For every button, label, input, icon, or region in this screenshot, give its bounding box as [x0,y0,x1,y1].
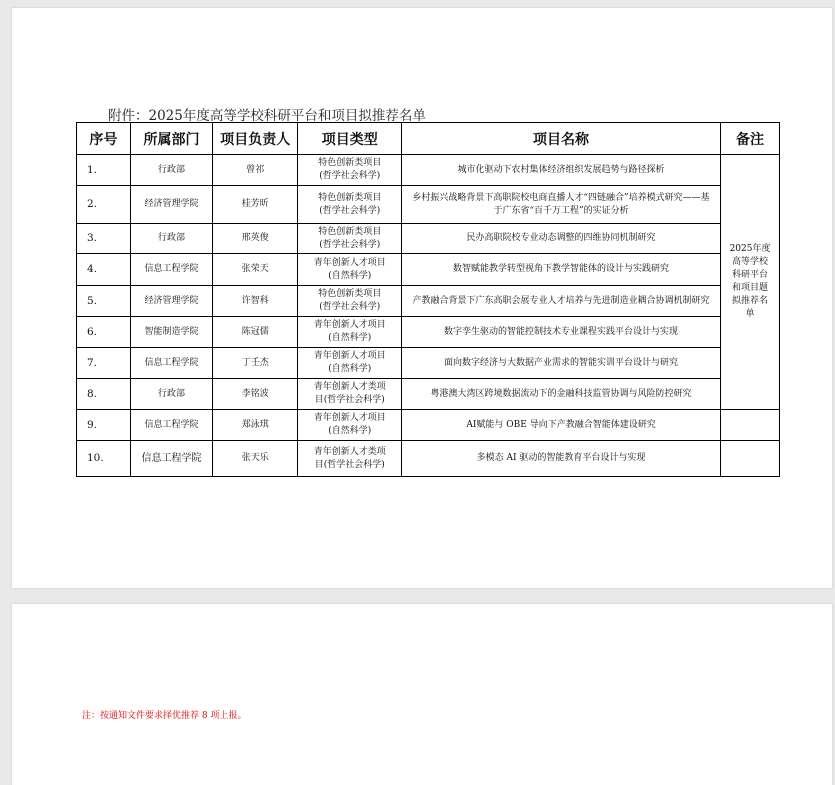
note-empty-cell [721,410,780,441]
row-dept: 经济管理学院 [130,286,212,317]
footnote: 注：按通知文件要求择优推荐 8 项上报。 [82,711,247,721]
note-empty-cell [721,441,780,477]
row-type-line2: (自然科学) [328,364,372,374]
table-row [77,441,780,477]
row-seq: 1. [77,155,131,186]
row-seq: 6. [77,317,131,348]
row-seq: 7. [77,348,131,379]
row-type [298,348,402,379]
header-note: 备注 [721,123,780,155]
header-seq: 序号 [77,123,131,155]
row-type-line2: (哲学社会科学) [319,302,381,312]
header-leader: 项目负责人 [213,123,298,155]
recommendation-table [76,122,780,477]
header-dept: 所属部门 [130,123,212,155]
row-type-line1: 特色创新类项目 [318,289,382,299]
row-project-name: 数智赋能教学转型视角下教学智能体的设计与实践研究 [402,254,721,286]
row-seq: 9. [77,410,131,441]
table-row [77,379,780,410]
row-project-name: AI赋能与 OBE 导向下产教融合智能体建设研究 [402,410,721,441]
row-dept: 行政部 [130,155,212,186]
row-project-name: 乡村振兴战略背景下高职院校电商直播人才“四链融合”培养模式研究——基于广东省“百千万工程”的实证分析 [402,186,721,224]
table-header-row [77,123,780,155]
row-type-line1: 青年创新人才项目 [313,413,386,423]
row-seq: 2. [77,186,131,224]
table-row [77,286,780,317]
document-title: 附件：2025年度高等学校科研平台和项目拟推荐名单 [108,108,426,124]
row-type [298,186,402,224]
row-leader: 桂芳昕 [213,186,298,224]
row-dept: 经济管理学院 [130,186,212,224]
row-project-name: 城市化驱动下农村集体经济组织发展趋势与路径探析 [402,155,721,186]
table-row [77,155,780,186]
row-type-line2: (哲学社会科学) [319,205,381,216]
table-row [77,410,780,441]
row-dept: 行政部 [130,224,212,254]
note-cell: 2025年度高等学校科研平台和项目题拟推荐名单 [721,155,780,410]
row-type-line2: (哲学社会科学) [319,171,381,181]
row-type [298,286,402,317]
row-dept: 信息工程学院 [130,254,212,286]
row-type-line1: 青年创新人才项目 [313,320,386,330]
row-type [298,317,402,348]
row-type [298,410,402,441]
row-leader: 曾祁 [213,155,298,186]
row-type [298,224,402,254]
table-row [77,317,780,348]
row-type-line2: 目(哲学社会科学) [314,459,385,470]
row-type [298,379,402,410]
row-leader: 丁壬杰 [213,348,298,379]
row-leader: 郑泳琪 [213,410,298,441]
row-leader: 张天乐 [213,441,298,477]
row-dept: 信息工程学院 [130,410,212,441]
row-type-line1: 特色创新类项目 [318,226,382,237]
row-leader: 许智科 [213,286,298,317]
row-seq: 5. [77,286,131,317]
row-leader: 邢英俊 [213,224,298,254]
row-type [298,441,402,477]
row-project-name: 粤港澳大湾区跨境数据流动下的金融科技监管协调与风险防控研究 [402,379,721,410]
row-project-name: 数字孪生驱动的智能控制技术专业课程实践平台设计与实现 [402,317,721,348]
row-project-name: 多模态 AI 驱动的智能教育平台设计与实现 [402,441,721,477]
row-project-name: 面向数字经济与大数据产业需求的智能实训平台设计与研究 [402,348,721,379]
row-dept: 信息工程学院 [130,441,212,477]
row-type-line1: 青年创新人才类项 [313,446,386,457]
row-dept: 信息工程学院 [130,348,212,379]
row-project-name: 民办高职院校专业动态调整的四维协同机制研究 [402,224,721,254]
row-type-line2: (自然科学) [328,333,372,343]
document-page-2 [12,604,832,785]
row-project-name: 产教融合背景下广东高职会展专业人才培养与先进制造业耦合协调机制研究 [402,286,721,317]
row-type-line1: 青年创新人才项目 [313,257,386,268]
row-dept: 智能制造学院 [130,317,212,348]
row-type-line2: (自然科学) [328,426,372,436]
table-row [77,254,780,286]
header-type: 项目类型 [298,123,402,155]
row-type [298,254,402,286]
table-row [77,186,780,224]
row-dept: 行政部 [130,379,212,410]
table-row [77,348,780,379]
row-seq: 10. [77,441,131,477]
row-seq: 8. [77,379,131,410]
row-leader: 张荣天 [213,254,298,286]
row-seq: 3. [77,224,131,254]
row-type [298,155,402,186]
row-type-line2: (哲学社会科学) [319,239,381,250]
header-name: 项目名称 [402,123,721,155]
row-type-line1: 特色创新类项目 [318,192,382,203]
row-type-line2: (自然科学) [328,270,372,281]
row-type-line1: 青年创新人才类项 [313,382,386,392]
row-leader: 李铭波 [213,379,298,410]
row-type-line2: 目(哲学社会科学) [314,395,385,405]
row-type-line1: 特色创新类项目 [318,158,382,168]
row-seq: 4. [77,254,131,286]
row-type-line1: 青年创新人才项目 [313,351,386,361]
document-page-1 [12,8,832,588]
table-row [77,224,780,254]
row-leader: 陈冠儒 [213,317,298,348]
